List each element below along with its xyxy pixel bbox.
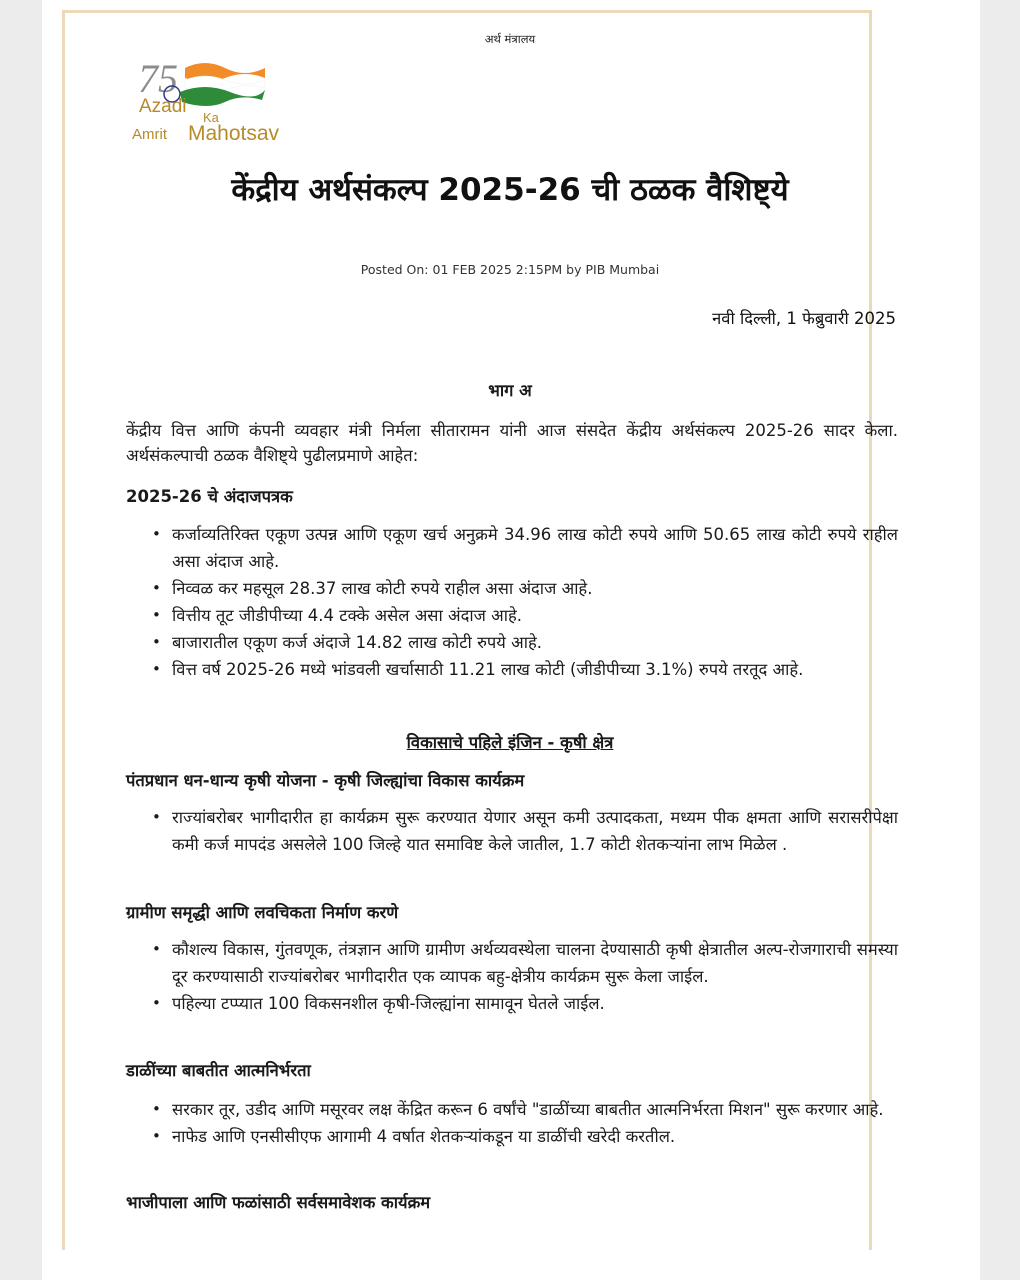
- logo-text-mahotsav: Mahotsav: [188, 122, 280, 145]
- logo-text-azadi: Azadi: [139, 96, 187, 117]
- azadi-ka-amrit-mahotsav-logo: [130, 50, 305, 150]
- engine-heading: विकासाचे पहिले इंजिन - कृषी क्षेत्र: [406, 733, 614, 752]
- svg-text:75: 75: [138, 56, 178, 101]
- logo-text-amrit: Amrit: [132, 126, 167, 143]
- rural-prosperity-list: [126, 936, 898, 1017]
- logo-text-ka: Ka: [203, 110, 219, 125]
- section-title-pulses: डाळींच्या बाबतीत आत्मनिर्भरता: [126, 1061, 311, 1080]
- page-title: केंद्रीय अर्थसंकल्प 2025-26 ची ठळक वैशिष्ट्ये: [231, 172, 789, 208]
- list-item: • नाफेड आणि एनसीसीएफ आगामी 4 वर्षात शेतकऱ्यांकडून या डाळींची खरेदी करतील.: [126, 1123, 898, 1150]
- part-heading: भाग अ: [488, 381, 532, 400]
- list-item: • बाजारातील एकूण कर्ज अंदाजे 14.82 लाख कोटी रुपये आहे.: [126, 629, 898, 656]
- list-item: • वित्तीय तूट जीडीपीच्या 4.4 टक्के असेल असा अंदाज आहे.: [126, 602, 898, 629]
- section-title-vegetables-fruits: भाजीपाला आणि फळांसाठी सर्वसमावेशक कार्यक्रम: [126, 1193, 431, 1212]
- dateline: नवी दिल्ली, 1 फेब्रुवारी 2025: [712, 309, 896, 328]
- dhan-dhanya-list: [126, 804, 898, 858]
- list-item: • कर्जाव्यतिरिक्त एकूण उत्पन्न आणि एकूण खर्च अनुक्रमे 34.96 लाख कोटी रुपये आणि 50.65 लाख कोटी रुपये राहील असा अंदाज आहे.: [126, 521, 898, 575]
- list-item: • पहिल्या टप्प्यात 100 विकसनशील कृषी-जिल्ह्यांना सामावून घेतले जाईल.: [126, 990, 898, 1017]
- section-title-dhan-dhanya: पंतप्रधान धन-धान्य कृषी योजना - कृषी जिल्ह्यांचा विकास कार्यक्रम: [126, 771, 525, 790]
- list-item: • राज्यांबरोबर भागीदारीत हा कार्यक्रम सुरू करण्यात येणार असून कमी उत्पादकता, मध्यम पीक क्षमता आणि सरासरीपेक्षा कमी कर्ज मापदंड असलेले 100 जिल्हे यात समाविष्ट केले जातील, 1.7 कोटी शेतकऱ्यांना लाभ मिळेल .: [126, 804, 898, 858]
- list-item: • निव्वळ कर महसूल 28.37 लाख कोटी रुपये राहील असा अंदाज आहे.: [126, 575, 898, 602]
- section-title-rural-prosperity: ग्रामीण समृद्धी आणि लवचिकता निर्माण करणे: [126, 903, 399, 922]
- budget-estimates-list: [126, 521, 898, 683]
- posted-info: Posted On: 01 FEB 2025 2:15PM by PIB Mumbai: [360, 262, 660, 277]
- ministry-name: अर्थ मंत्रालय: [484, 32, 536, 46]
- list-item: • सरकार तूर, उडीद आणि मसूरवर लक्ष केंद्रित करून 6 वर्षांचे "डाळींच्या बाबतीत आत्मनिर्भरता मिशन" सुरू करणार आहे.: [126, 1096, 898, 1123]
- intro-paragraph: केंद्रीय वित्त आणि कंपनी व्यवहार मंत्री निर्मला सीतारामन यांनी आज संसदेत केंद्रीय अर्थसंकल्प 2025-26 सादर केला. अर्थसंकल्पाची ठळक वैशिष्ट्ये पुढीलप्रमाणे आहेत:: [126, 421, 898, 465]
- section-title-budget-estimates: 2025-26 चे अंदाजपत्रक: [126, 487, 293, 506]
- pulses-list: [126, 1096, 898, 1150]
- list-item: • वित्त वर्ष 2025-26 मध्ये भांडवली खर्चासाठी 11.21 लाख कोटी (जीडीपीच्या 3.1%) रुपये तरतूद आहे.: [126, 656, 898, 683]
- list-item: • कौशल्य विकास, गुंतवणूक, तंत्रज्ञान आणि ग्रामीण अर्थव्यवस्थेला चालना देण्यासाठी कृषी क्षेत्रातील अल्प-रोजगाराची समस्या दूर करण्यासाठी राज्यांबरोबर भागीदारीत एक व्यापक बहु-क्षेत्रीय कार्यक्रम सुरू केला जाईल.: [126, 936, 898, 990]
